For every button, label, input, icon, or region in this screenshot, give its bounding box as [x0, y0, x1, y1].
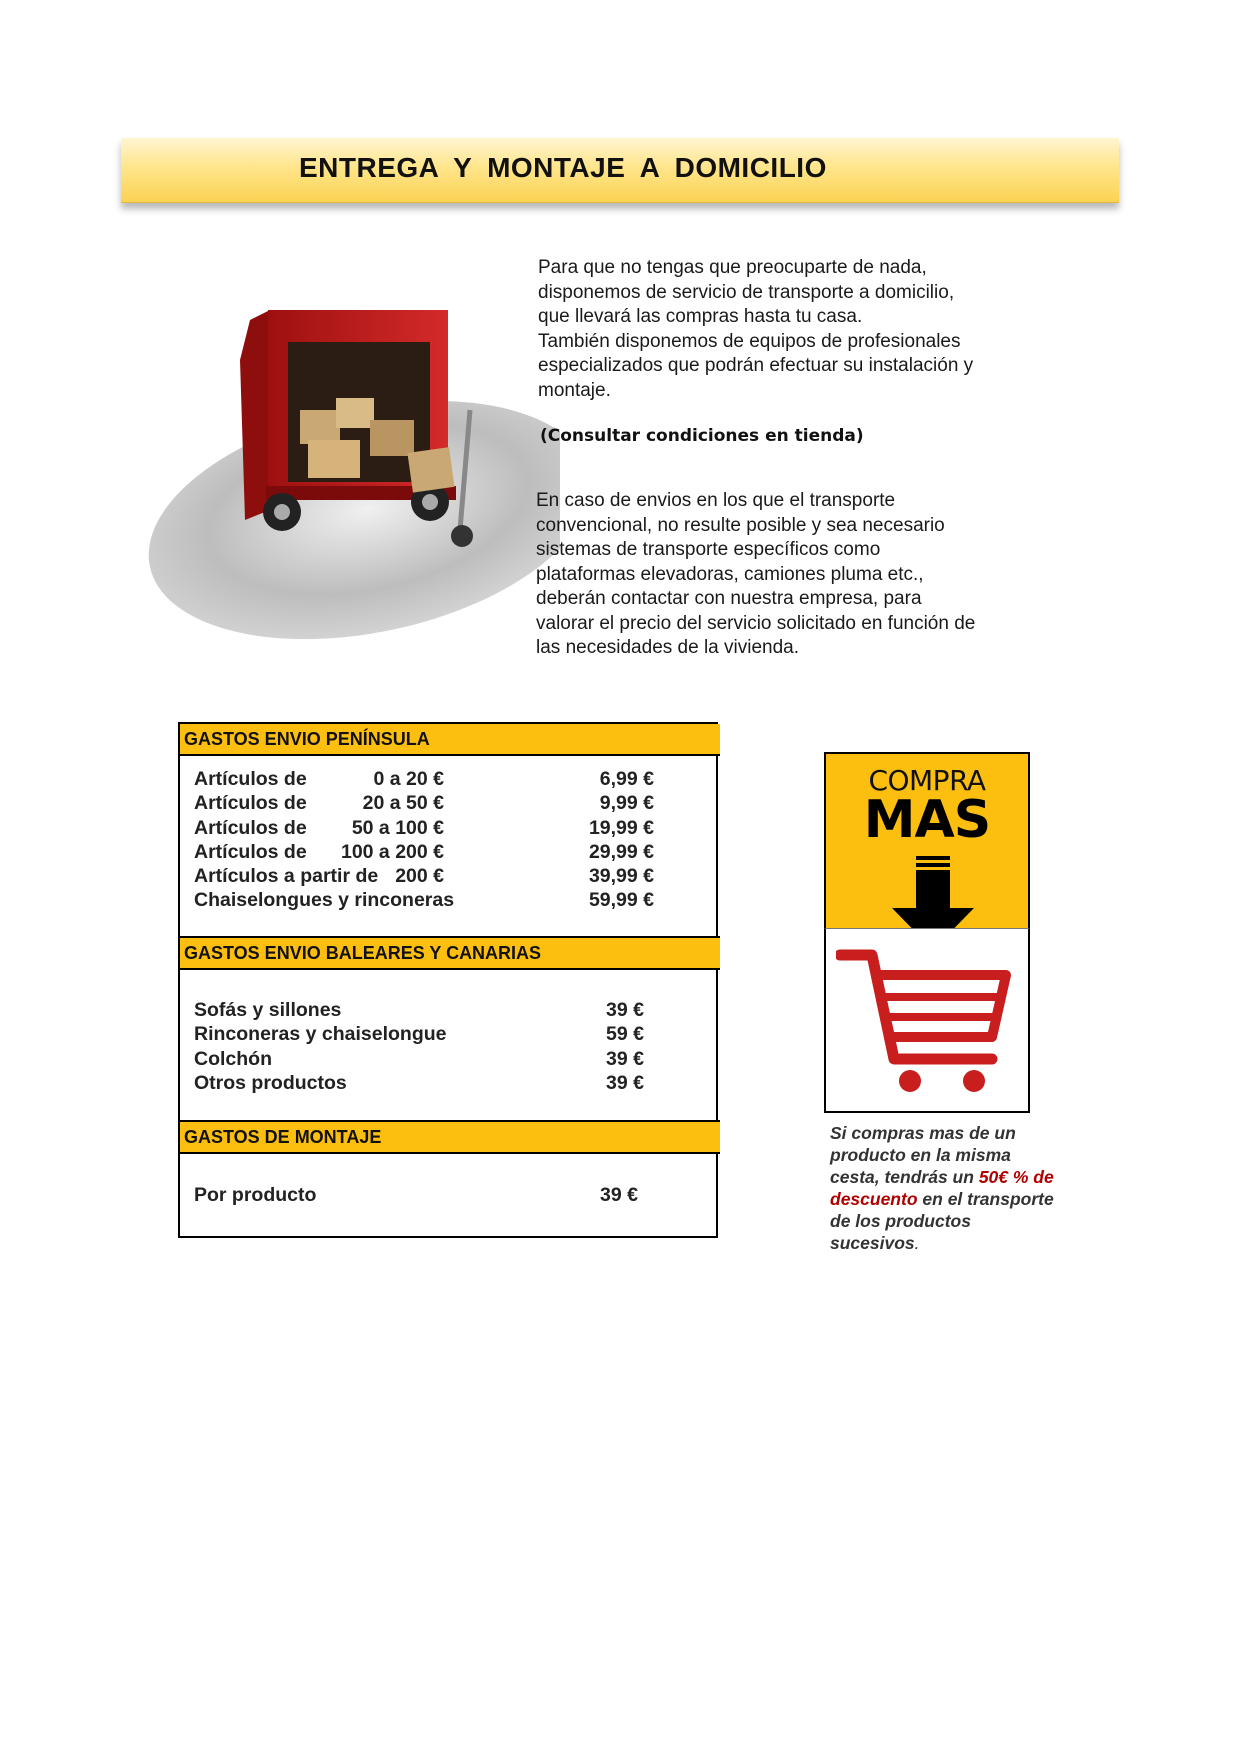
- shopping-cart-icon: [836, 941, 1020, 1101]
- peninsula-heading: GASTOS ENVIO PENÍNSULA: [180, 724, 720, 756]
- cargo-box: [370, 420, 414, 456]
- special-transport-paragraph: En caso de envios en los que el transporte convencional, no resulte posible y sea necesario sistemas de transporte específicos como plataformas elevadoras, camiones pluma etc., deberán contactar con nuestra empresa, para valorar el precio del servicio solicitado en función de las necesidades de la vivienda.: [536, 490, 976, 658]
- promo-cart-panel: [824, 928, 1030, 1113]
- promo-mas-label: MAS: [863, 790, 991, 850]
- cargo-box: [300, 410, 340, 444]
- delivery-truck-illustration: [140, 280, 560, 670]
- cargo-box: [336, 398, 374, 428]
- handtruck-box: [407, 447, 454, 492]
- intro-paragraph: Para que no tengas que preocuparte de nada, disponemos de servicio de transporte a domicilio, que llevará las compras hasta tu casa. También disponemos de equipos de profesionales especializados que podrán efectuar su instalación y montaje.: [538, 257, 974, 401]
- truck-cab: [240, 310, 270, 520]
- cargo-box: [308, 440, 360, 478]
- islands-heading: GASTOS ENVIO BALEARES Y CANARIAS: [180, 936, 720, 970]
- discount-highlight: 50€ % de descuento: [830, 1167, 1054, 1209]
- page-title: ENTREGA Y MONTAJE A DOMICILIO: [299, 152, 827, 183]
- title-banner: [121, 138, 1119, 203]
- promo-banner: [824, 752, 1030, 930]
- compra-mas-promo: [824, 752, 1030, 1112]
- promo-compra-label: COMPRA: [868, 764, 986, 797]
- conditions-note: (Consultar condiciones en tienda): [540, 426, 864, 446]
- shipping-price-table: GASTOS ENVIO PENÍNSULA Artículos de 0 a 20 € 6,99 € Artículos de 20 a 50 € 9,99 € Artículos de 50 a 100 € 19,99 € Artículos de 100 a 200 € 29,99 € Artículos a partir de 200 € 39,99 € Chaiselongues y rinconeras 59,99 € GASTOS ENVIO BALEARES Y CANARIAS Sofás y sillones 39 € Rinconeras y chaiselongue 59 € Colchón 39 € Otros productos 39 € GASTOS DE MONTAJE Por producto 39 €: [178, 722, 718, 1238]
- promo-discount-note: Si compras mas de un producto en la misma cesta, tendrás un 50€ % de descuento en el transporte de los productos sucesivos.: [830, 1123, 1054, 1253]
- assembly-heading: GASTOS DE MONTAJE: [180, 1120, 720, 1154]
